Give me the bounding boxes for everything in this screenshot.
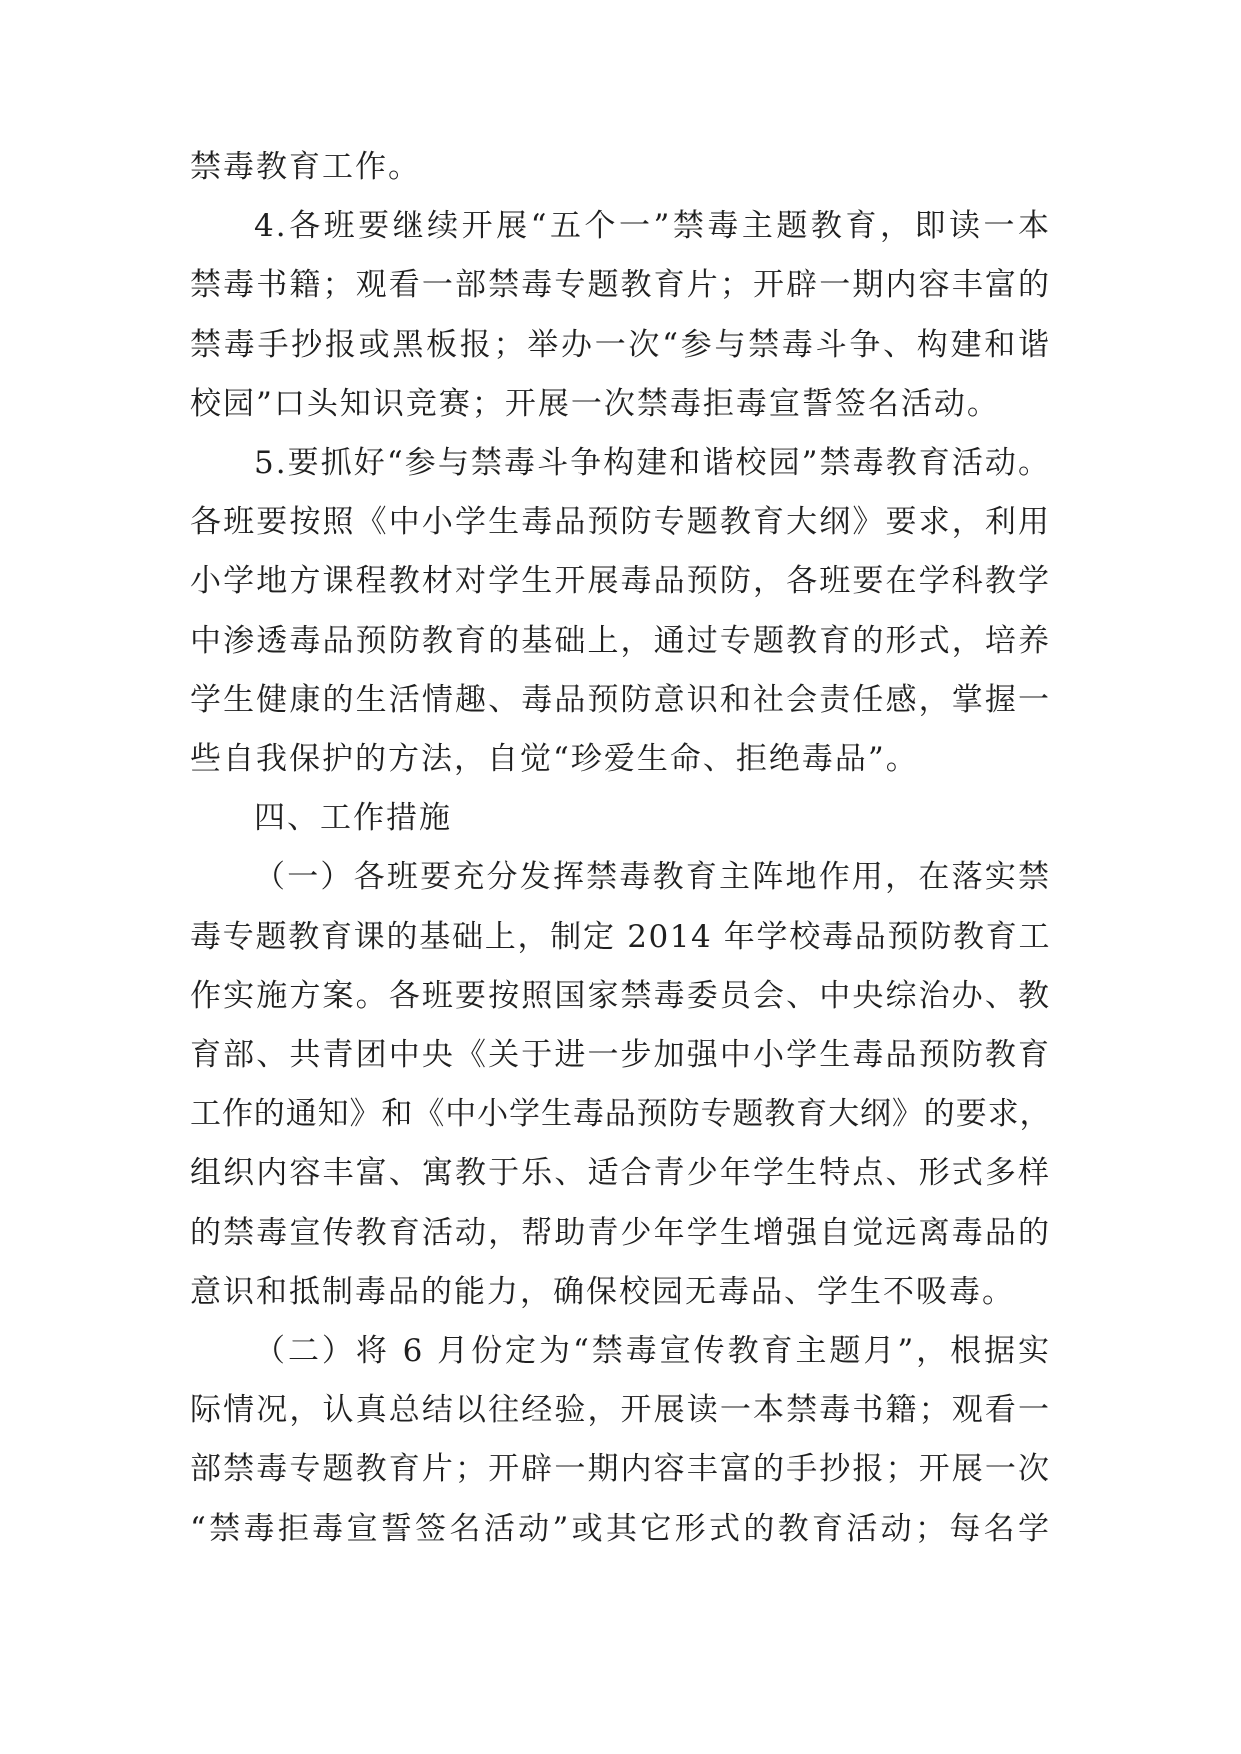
text-line: 禁毒书籍；观看一部禁毒专题教育片；开辟一期内容丰富的 <box>190 267 1051 303</box>
text-line: “禁毒拒毒宣誓签名活动”或其它形式的教育活动；每名学 <box>190 1511 1051 1547</box>
text-line: 校园”口头知识竞赛；开展一次禁毒拒毒宣誓签名活动。 <box>190 386 1000 422</box>
text-line: （一）各班要充分发挥禁毒教育主阵地作用，在落实禁 <box>254 859 1051 895</box>
text-line: 禁毒教育工作。 <box>190 149 421 185</box>
text-line: 5.要抓好“参与禁毒斗争构建和谐校园”禁毒教育活动。 <box>254 445 1051 481</box>
text-line: 些自我保护的方法，自觉“珍爱生命、拒绝毒品”。 <box>190 741 919 777</box>
text-line: 作实施方案。各班要按照国家禁毒委员会、中央综治办、教 <box>190 978 1051 1014</box>
text-line: 四、工作措施 <box>254 800 452 836</box>
text-line: 禁毒手抄报或黑板报；举办一次“参与禁毒斗争、构建和谐 <box>190 327 1051 363</box>
text-line: 各班要按照《中小学生毒品预防专题教育大纲》要求，利用 <box>190 504 1051 540</box>
text-line: 毒专题教育课的基础上，制定 2014 年学校毒品预防教育工 <box>190 919 1051 955</box>
text-line: 学生健康的生活情趣、毒品预防意识和社会责任感，掌握一 <box>190 682 1051 718</box>
text-line: 小学地方课程教材对学生开展毒品预防，各班要在学科教学 <box>190 563 1051 599</box>
text-line: 部禁毒专题教育片；开辟一期内容丰富的手抄报；开展一次 <box>190 1451 1051 1487</box>
text-line: 4.各班要继续开展“五个一”禁毒主题教育，即读一本 <box>254 208 1051 244</box>
text-line: 际情况，认真总结以往经验，开展读一本禁毒书籍；观看一 <box>190 1392 1051 1428</box>
text-line: 组织内容丰富、寓教于乐、适合青少年学生特点、形式多样 <box>190 1155 1051 1191</box>
text-line: 中渗透毒品预防教育的基础上，通过专题教育的形式，培养 <box>190 623 1051 659</box>
text-line: 的禁毒宣传教育活动，帮助青少年学生增强自觉远离毒品的 <box>190 1215 1051 1251</box>
text-line: （二）将 6 月份定为“禁毒宣传教育主题月”，根据实 <box>254 1333 1051 1369</box>
text-line: 工作的通知》和《中小学生毒品预防专题教育大纲》的要求， <box>190 1096 1051 1132</box>
text-line: 育部、共青团中央《关于进一步加强中小学生毒品预防教育 <box>190 1037 1051 1073</box>
text-line: 意识和抵制毒品的能力，确保校园无毒品、学生不吸毒。 <box>190 1274 1015 1310</box>
